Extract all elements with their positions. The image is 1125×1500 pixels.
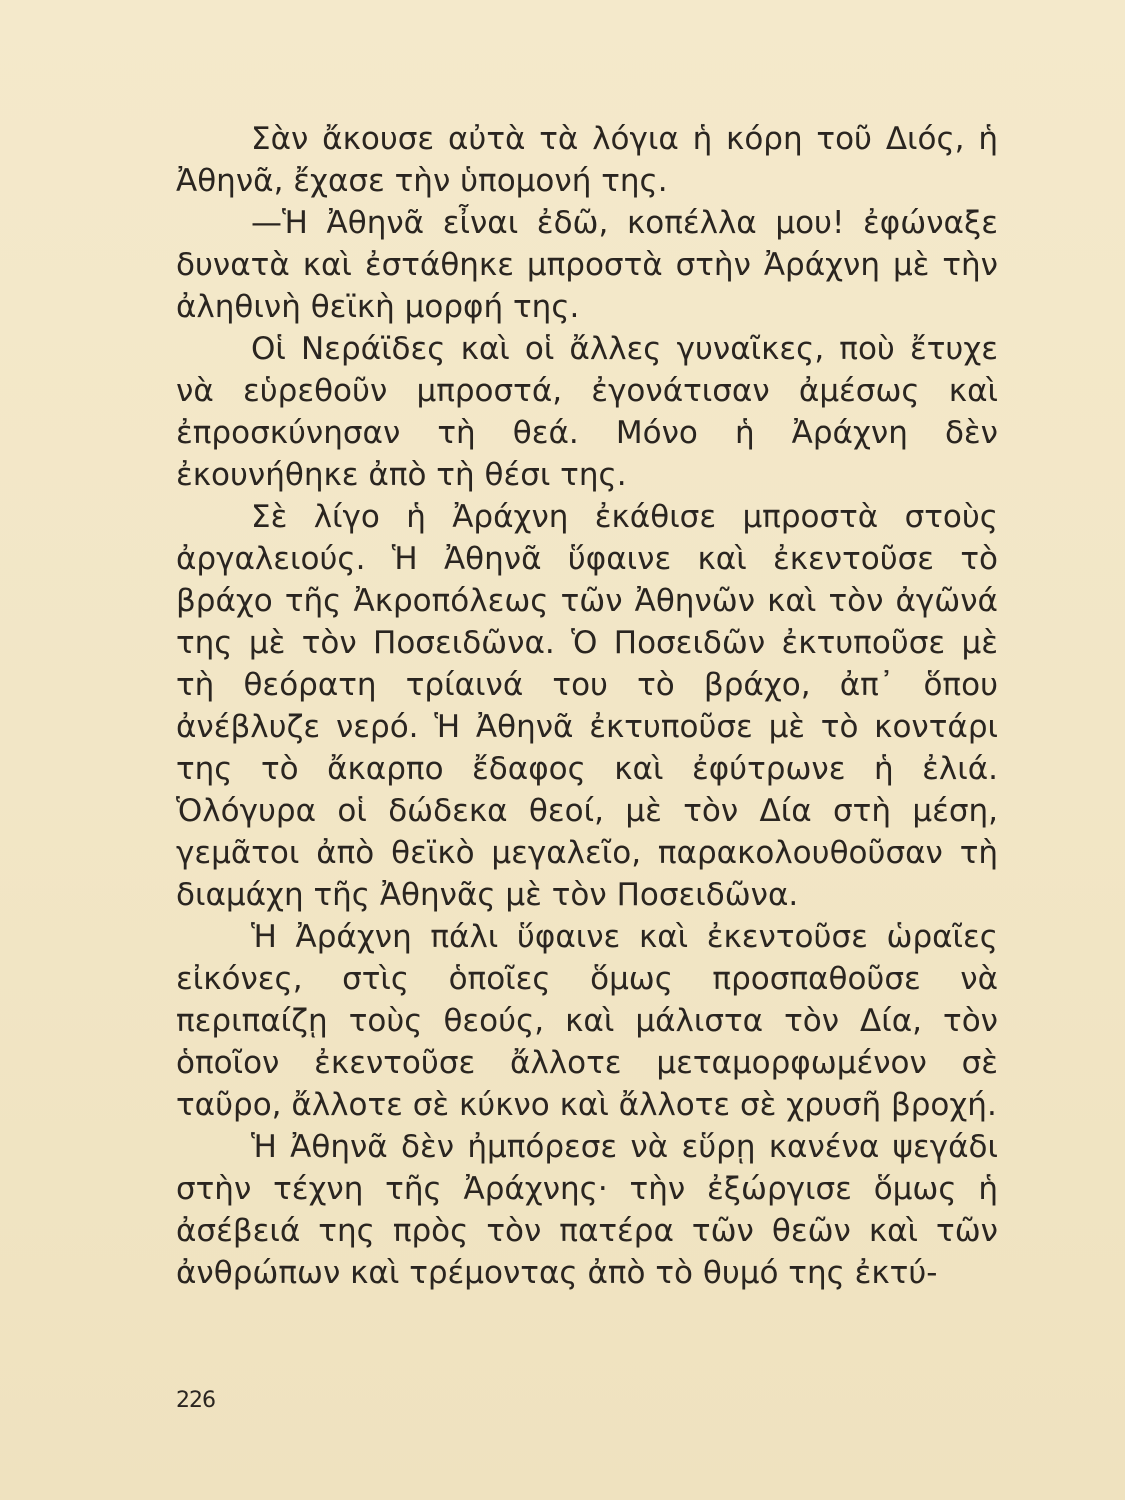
paragraph-5: Ἡ Ἀράχνη πάλι ὕφαινε καὶ ἐκεντοῦσε ὡραῖες εἰκόνες, στὶς ὁποῖες ὅμως προσπαθοῦσε νὰ περιπαίζῃ τοὺς θεούς, καὶ μάλιστα τὸν Δία, τὸν ὁποῖον ἐκεντοῦσε ἄλλοτε μεταμορφωμένον σὲ ταῦρο, ἄλλοτε σὲ κύκνο καὶ ἄλλοτε σὲ χρυσῆ βροχή. bbox=[176, 919, 998, 1123]
paragraph-4: Σὲ λίγο ἡ Ἀράχνη ἐκάθισε μπροστὰ στοὺς ἀργαλειούς. Ἡ Ἀθηνᾶ ὕφαινε καὶ ἐκεντοῦσε τὸ βράχο τῆς Ἀκροπόλεως τῶν Ἀθηνῶν καὶ τὸν ἀγῶνά της μὲ τὸν Ποσειδῶνα. Ὁ Ποσειδῶν ἐκτυποῦσε μὲ τὴ θεόρατη τρίαινά του τὸ βράχο, ἀπ᾿ ὅπου ἀνέβλυζε νερό. Ἡ Ἀθηνᾶ ἐκτυποῦσε μὲ τὸ κοντάρι της τὸ ἄκαρπο ἔδαφος καὶ ἐφύτρωνε ἡ ἐλιά. Ὁλόγυρα οἱ δώδεκα θεοί, μὲ τὸν Δία στὴ μέση, γεμᾶτοι ἀπὸ θεϊκὸ μεγαλεῖο, παρακολουθοῦσαν τὴ διαμάχη τῆς Ἀθηνᾶς μὲ τὸν Ποσειδῶνα. bbox=[176, 499, 998, 913]
page-number: 226 bbox=[176, 1388, 215, 1413]
paragraph-1: Σὰν ἄκουσε αὐτὰ τὰ λόγια ἡ κόρη τοῦ Διός, ἡ Ἀθηνᾶ, ἔχασε τὴν ὑπομονή της. bbox=[176, 121, 998, 199]
paragraph-2: —Ἡ Ἀθηνᾶ εἶναι ἐδῶ, κοπέλλα μου! ἐφώναξε δυνατὰ καὶ ἐστάθηκε μπροστὰ στὴν Ἀράχνη μὲ τὴν ἀληθινὴ θεϊκὴ μορφή της. bbox=[176, 205, 998, 325]
body-text bbox=[176, 118, 998, 1294]
paragraph-3: Οἱ Νεράϊδες καὶ οἱ ἄλλες γυναῖκες, ποὺ ἔτυχε νὰ εὑρεθοῦν μπροστά, ἐγονάτισαν ἀμέσως καὶ ἐπροσκύνησαν τὴ θεά. Μόνο ἡ Ἀράχνη δὲν ἐκουνήθηκε ἀπὸ τὴ θέσι της. bbox=[176, 331, 998, 493]
paragraph-6: Ἡ Ἀθηνᾶ δὲν ἠμπόρεσε νὰ εὕρῃ κανένα ψεγάδι στὴν τέχνη τῆς Ἀράχνης· τὴν ἐξώργισε ὅμως ἡ ἀσέβειά της πρὸς τὸν πατέρα τῶν θεῶν καὶ τῶν ἀνθρώπων καὶ τρέμοντας ἀπὸ τὸ θυμό της ἐκτύ- bbox=[176, 1129, 998, 1291]
